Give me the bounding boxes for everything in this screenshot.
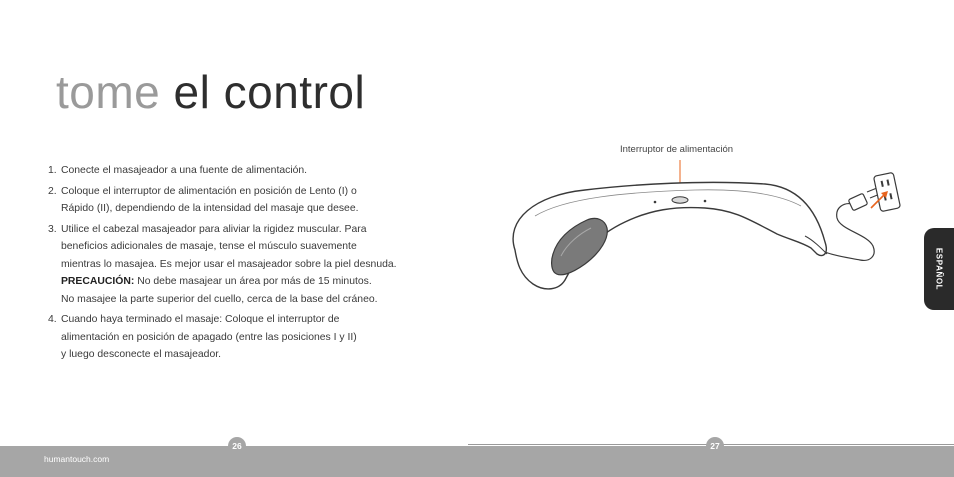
warning-label: PRECAUCIÓN: [61, 276, 135, 287]
power-plug-icon [848, 193, 868, 211]
page-footer [0, 446, 954, 477]
page-title [56, 64, 365, 120]
massager-illustration [505, 150, 905, 300]
step-text-continued: y luego desconecte el masajeador. [61, 349, 222, 360]
step-text-continued: beneficios adicionales de masaje, tense el músculo suavemente [61, 241, 357, 252]
step-item [48, 221, 448, 309]
step-text: Cuando haya terminado el masaje: Coloque el interruptor de [61, 314, 340, 325]
page-number-right: 27 [706, 437, 724, 455]
footer-website: humantouch.com [44, 454, 110, 464]
language-tab-label: ESPAÑOL [934, 247, 944, 291]
step-number: 3. [48, 223, 57, 235]
step-text: Conecte el masajeador a una fuente de alimentación. [61, 165, 308, 176]
step-text-continued: alimentación en posición de apagado (entre las posiciones I y II) [61, 331, 357, 343]
warning-text: No debe masajear un área por más de 15 minutos. [134, 276, 372, 287]
power-switch-callout-label: Interruptor de alimentación [620, 144, 734, 155]
step-text: Utilice el cabezal masajeador para aliviar la rigidez muscular. Para [61, 223, 367, 235]
step-item [48, 311, 448, 364]
step-item [48, 183, 448, 218]
instruction-list [48, 162, 448, 367]
switch-dot-left [654, 201, 657, 204]
switch-dot-right [704, 200, 707, 203]
title-dark-words: el control [173, 66, 366, 118]
language-tab [924, 228, 954, 310]
warning-line [48, 273, 448, 291]
step-text-continued: Rápido (II), dependiendo de la intensidad del masaje que desee. [61, 203, 359, 214]
step-number: 4. [48, 314, 57, 325]
warning-line-2: No masajee la parte superior del cuello, cerca de la base del cráneo. [61, 293, 378, 305]
step-number: 2. [48, 185, 57, 197]
step-text: Coloque el interruptor de alimentación en posición de Lento (I) o [61, 185, 357, 197]
power-cord [825, 204, 874, 261]
page-number-left: 26 [228, 437, 246, 455]
step-item [48, 162, 448, 180]
power-switch-icon [672, 197, 688, 203]
title-light-word: tome [56, 66, 161, 118]
step-number: 1. [48, 165, 57, 176]
step-text-continued: mientras lo masajea. Es mejor usar el masajeador sobre la piel desnuda. [61, 258, 397, 270]
